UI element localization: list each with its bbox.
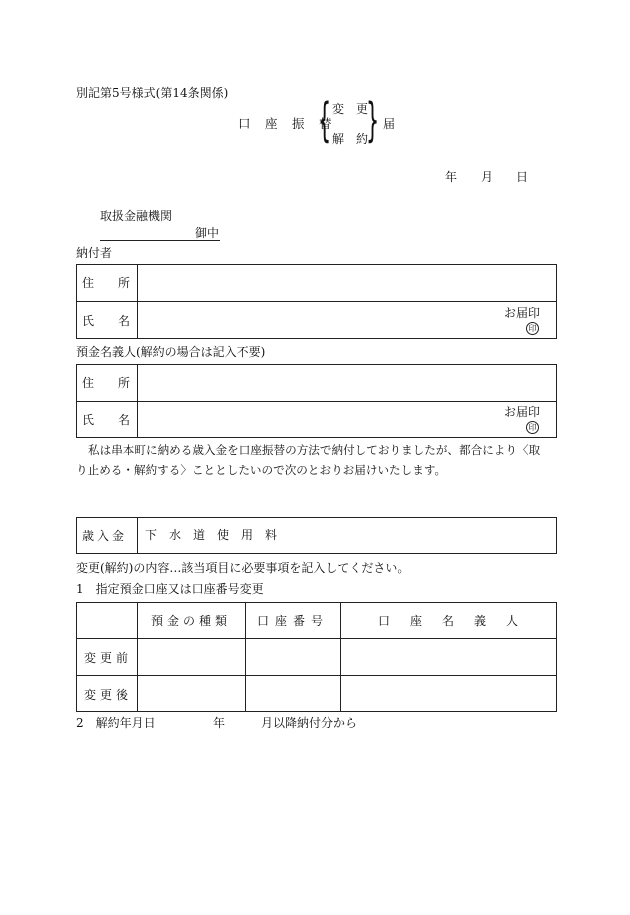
form-title: 口 座 振 替 bbox=[238, 116, 333, 131]
bank-label: 取扱金融機関 bbox=[100, 209, 173, 223]
row-after-account-number[interactable] bbox=[246, 676, 340, 712]
holder-seal-icon: 印 bbox=[526, 421, 539, 434]
row-before-deposit-type[interactable] bbox=[138, 639, 245, 675]
payer-label: 納付者 bbox=[76, 246, 113, 260]
header-account-number: 口座番号 bbox=[256, 613, 329, 628]
section2-year: 年 bbox=[213, 716, 226, 730]
option-change: 変 更 bbox=[332, 102, 369, 116]
row-before-account-number[interactable] bbox=[246, 639, 340, 675]
holder-seal-label: お届印 bbox=[504, 405, 541, 419]
title-suffix: 届 bbox=[383, 117, 396, 131]
row-after-account-holder[interactable] bbox=[341, 676, 556, 712]
row-before-account-holder[interactable] bbox=[341, 639, 556, 675]
option-cancel: 解 約 bbox=[332, 132, 369, 146]
revenue-label: 歳入金 bbox=[82, 529, 128, 543]
bank-suffix: 御中 bbox=[195, 226, 220, 240]
bank-name-line bbox=[100, 240, 220, 241]
row-after-label: 変更後 bbox=[83, 687, 132, 702]
statement-line-1: 私は串本町に納める歳入金を口座振替の方法で納付しておりましたが、都合により〈取 bbox=[88, 443, 541, 457]
form-number: 別記第5号様式(第14条関係) bbox=[76, 86, 229, 100]
section2-label: 2 解約年月日 bbox=[76, 716, 156, 730]
section1-title: 1 指定預金口座又は口座番号変更 bbox=[76, 582, 264, 596]
row-before-label: 変更前 bbox=[83, 650, 132, 665]
section2-month-suffix: 月以降納付分から bbox=[261, 716, 358, 730]
holder-label: 預金名義人(解約の場合は記入不要) bbox=[76, 345, 266, 359]
date-day: 日 bbox=[516, 170, 529, 184]
header-deposit-type: 預金の種類 bbox=[150, 613, 231, 628]
payer-address-label: 住 所 bbox=[82, 276, 131, 290]
holder-name-label: 氏 名 bbox=[82, 413, 131, 427]
statement-line-2: り止める・解約する〉こととしたいので次のとおりお届けいたします。 bbox=[76, 463, 447, 477]
payer-seal-icon: 印 bbox=[526, 322, 539, 335]
right-brace: } bbox=[366, 93, 380, 147]
date-year: 年 bbox=[445, 170, 458, 184]
holder-address-field[interactable] bbox=[138, 365, 556, 401]
revenue-col-divider bbox=[137, 517, 138, 554]
row-after-deposit-type[interactable] bbox=[138, 676, 245, 712]
date-month: 月 bbox=[481, 170, 494, 184]
payer-name-label: 氏 名 bbox=[82, 314, 131, 328]
change-note: 変更(解約)の内容…該当項目に必要事項を記入してください。 bbox=[76, 561, 410, 575]
holder-name-field[interactable] bbox=[138, 402, 498, 437]
left-brace: { bbox=[318, 93, 332, 147]
header-account-holder: 口 座 名 義 人 bbox=[377, 613, 522, 628]
payer-address-field[interactable] bbox=[138, 265, 556, 301]
revenue-value: 下 水 道 使 用 料 bbox=[145, 528, 278, 542]
holder-address-label: 住 所 bbox=[82, 376, 131, 390]
payer-name-field[interactable] bbox=[138, 302, 498, 338]
payer-seal-label: お届印 bbox=[504, 306, 541, 320]
